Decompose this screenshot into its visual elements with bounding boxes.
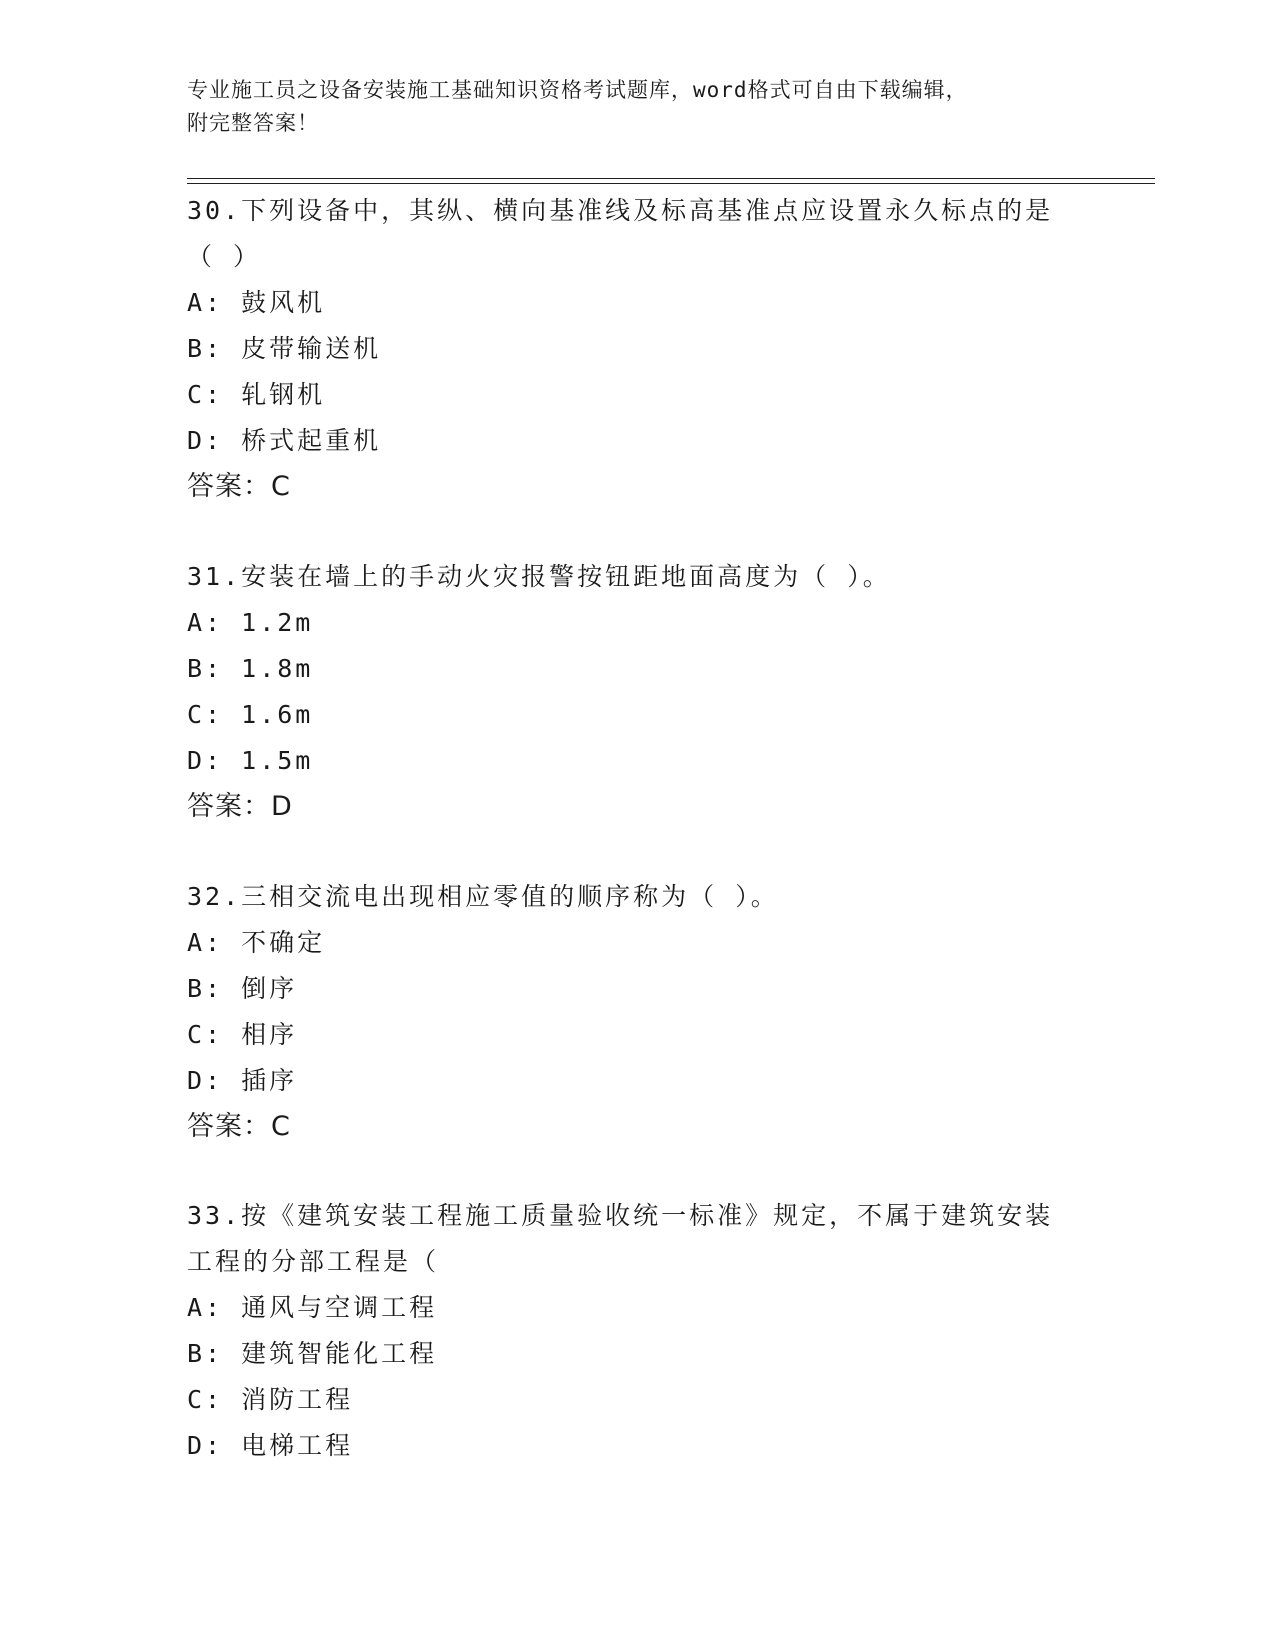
option-c: C: 轧钢机 (187, 380, 326, 409)
option-d: D: 1.5m (187, 746, 314, 775)
question-stem: 工程的分部工程是（ (187, 1247, 440, 1276)
header-line-1: 专业施工员之设备安装施工基础知识资格考试题库，word格式可自由下载编辑， (187, 78, 968, 102)
option-a: A: 1.2m (187, 608, 314, 637)
question-32 (187, 874, 1087, 1150)
option-a: A: 通风与空调工程 (187, 1293, 438, 1322)
question-stem: 31.安装在墙上的手动火灾报警按钮距地面高度为（ ）。 (187, 562, 891, 591)
question-stem: 32.三相交流电出现相应零值的顺序称为（ ）。 (187, 882, 779, 911)
header-line-2: 附完整答案！ (187, 111, 319, 135)
option-b: B: 1.8m (187, 654, 314, 683)
answer-line: 答案：D (187, 791, 293, 822)
option-d: D: 电梯工程 (187, 1431, 354, 1460)
header-divider-bottom (187, 183, 1155, 184)
question-stem: 30.下列设备中，其纵、横向基准线及标高基准点应设置永久标点的是 (187, 196, 1054, 225)
option-a: A: 鼓风机 (187, 288, 326, 317)
option-c: C: 1.6m (187, 700, 314, 729)
option-b: B: 倒序 (187, 974, 298, 1003)
question-stem: （ ） (187, 242, 262, 271)
question-stem: 33.按《建筑安装工程施工质量验收统一标准》规定，不属于建筑安装 (187, 1201, 1054, 1230)
option-b: B: 建筑智能化工程 (187, 1339, 438, 1368)
question-30 (187, 188, 1087, 510)
question-31 (187, 554, 1087, 830)
option-b: B: 皮带输送机 (187, 334, 382, 363)
header-divider-top (187, 178, 1155, 179)
option-d: D: 插序 (187, 1066, 298, 1095)
option-c: C: 相序 (187, 1020, 298, 1049)
answer-line: 答案：C (187, 1111, 291, 1142)
answer-line: 答案：C (187, 471, 291, 502)
document-header (187, 74, 1067, 140)
question-33 (187, 1193, 1087, 1469)
option-c: C: 消防工程 (187, 1385, 354, 1414)
option-a: A: 不确定 (187, 928, 326, 957)
option-d: D: 桥式起重机 (187, 426, 382, 455)
